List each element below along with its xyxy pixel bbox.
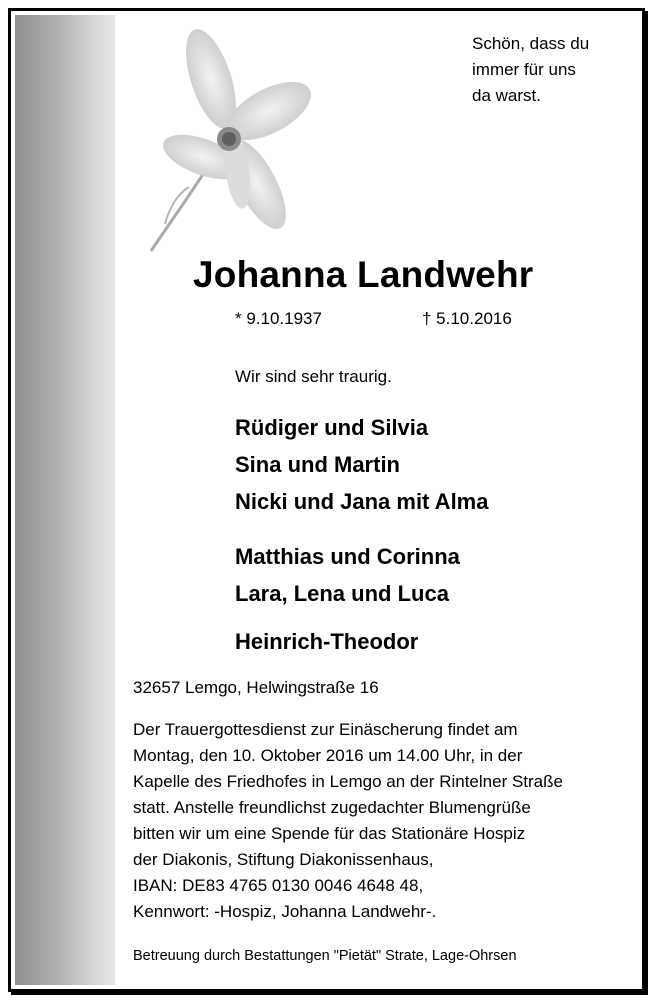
service-line: Montag, den 10. Oktober 2016 um 14.00 Uhr, in der [133,746,523,765]
quote-line: Schön, dass du [472,34,590,53]
mourner-line: Nicki und Jana mit Alma [235,489,489,514]
mourners-group-2 [235,538,460,612]
service-line: Kennwort: -Hospiz, Johanna Landwehr-. [133,902,437,921]
quote-text [472,31,589,109]
mourner-line: Rüdiger und Silvia [235,415,429,440]
death-date: † 5.10.2016 [422,309,512,328]
mourner-line: Heinrich-Theodor [235,629,419,654]
service-line: statt. Anstelle freundlichst zugedachter Blumengrüße [133,798,531,817]
funeral-home-credit: Betreuung durch Bestattungen "Pietät" Strate, Lage-Ohrsen [133,948,517,964]
mourner-line: Sina und Martin [235,452,400,477]
service-line: Kapelle des Friedhofes in Lemgo an der Rintelner Straße [133,772,563,791]
mourners-group-1 [235,409,488,520]
gray-gradient-band [15,15,115,985]
address: 32657 Lemgo, Helwingstraße 16 [133,678,379,697]
service-line: der Diakonis, Stiftung Diakonissenhaus, [133,850,434,869]
birth-date: * 9.10.1937 [235,309,322,328]
mourner-line: Matthias und Corinna [235,544,460,569]
service-line: IBAN: DE83 4765 0130 0046 4648 48, [133,876,424,895]
quote-line: immer für uns [472,60,576,79]
cosmos-flower-icon [129,19,319,259]
service-line: bitten wir um eine Spende für das Stationäre Hospiz [133,824,526,843]
mourner-line: Lara, Lena und Luca [235,581,449,606]
service-announcement [133,717,563,925]
mourners-group-3 [235,623,418,660]
mourning-statement: Wir sind sehr traurig. [235,367,392,386]
deceased-name: Johanna Landwehr [193,254,534,295]
service-line: Der Trauergottesdienst zur Einäscherung findet am [133,720,518,739]
quote-line: da warst. [472,86,541,105]
obituary-frame [8,8,645,992]
